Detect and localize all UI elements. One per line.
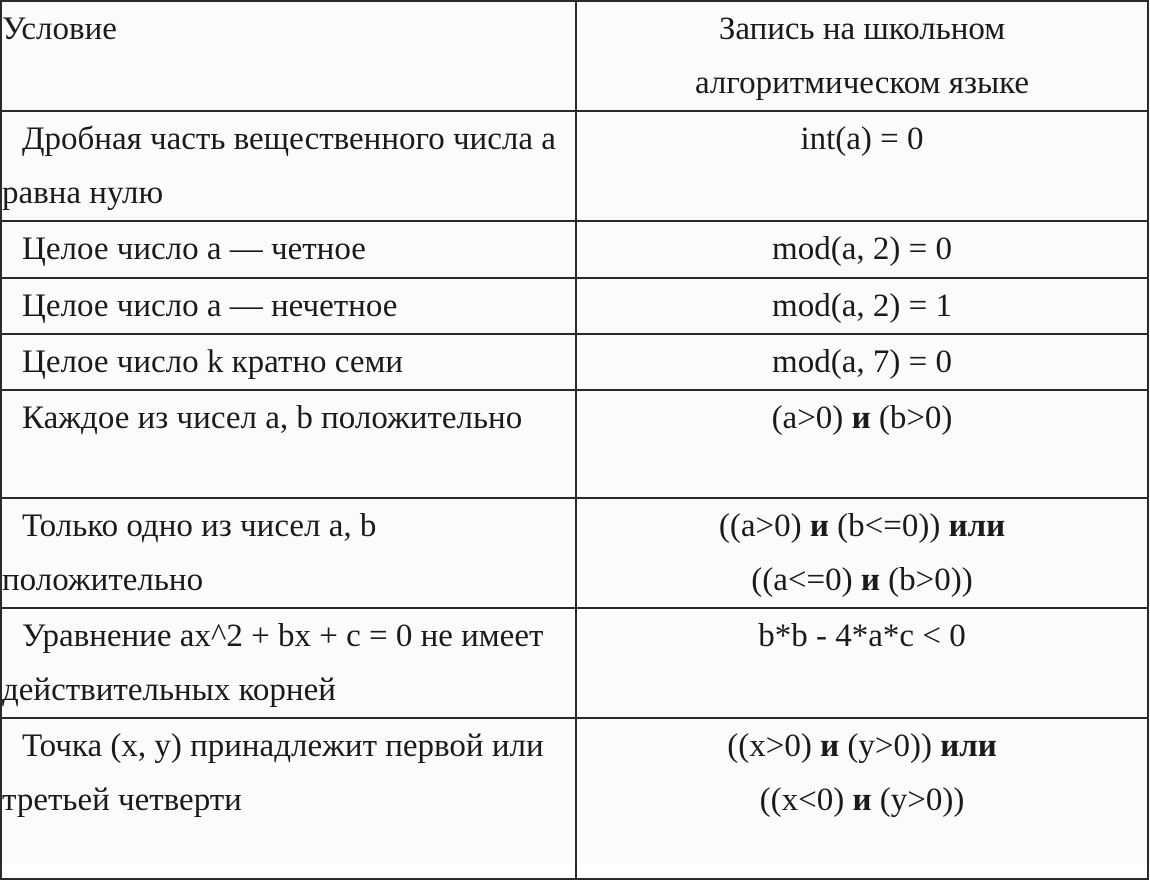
table-row — [1, 390, 1148, 498]
expression-text: ((a<=0) — [751, 562, 861, 598]
operator-keyword: или — [940, 728, 997, 764]
notation-cell — [576, 221, 1148, 278]
condition-cell: Только одно из чисел a, b положительно — [1, 498, 576, 608]
expression-text: (b>0)) — [879, 562, 973, 598]
header-notation-line1: Запись на школьном — [718, 11, 1006, 47]
notation-line — [577, 279, 1147, 333]
operator-keyword: или — [948, 508, 1006, 544]
expression-text: b*b - 4*a*c < 0 — [758, 618, 966, 654]
expression-text: (a>0) — [771, 400, 852, 436]
expression-text: (y>0)) — [871, 782, 965, 818]
expression-text: ((a>0) — [718, 508, 810, 544]
notation-line — [577, 773, 1147, 827]
table-row — [1, 111, 1148, 221]
notation-line — [577, 553, 1147, 607]
expression-text: (b>0) — [870, 400, 953, 436]
expression-text: ((x<0) — [759, 782, 853, 818]
expression-text: (y>0)) — [839, 728, 941, 764]
condition-cell: Целое число k кратно семи — [1, 334, 576, 390]
notation-line — [577, 609, 1147, 663]
notation-line — [577, 335, 1147, 389]
notation-cell — [576, 334, 1148, 390]
condition-cell: Дробная часть вещественного числа a равна нулю — [1, 111, 576, 221]
operator-keyword: и — [820, 728, 840, 764]
table-header-row — [1, 1, 1148, 111]
condition-cell: Уравнение ax^2 + bx + c = 0 не имеет действительных корней — [1, 608, 576, 718]
operator-keyword: и — [809, 508, 829, 544]
table-row — [1, 718, 1148, 879]
expression-text: mod(a, 7) = 0 — [772, 344, 952, 380]
expression-text: int(a) = 0 — [800, 121, 924, 157]
condition-cell: Целое число a — нечетное — [1, 278, 576, 334]
table-row — [1, 498, 1148, 608]
expression-text: mod(a, 2) = 1 — [772, 288, 952, 324]
header-notation — [576, 1, 1148, 111]
expression-text: (b<=0)) — [828, 508, 949, 544]
notation-line — [577, 719, 1147, 773]
condition-cell: Целое число a — четное — [1, 221, 576, 278]
expression-text: ((x>0) — [727, 728, 821, 764]
notation-cell — [576, 718, 1148, 879]
notation-cell — [576, 390, 1148, 498]
notation-line — [577, 112, 1147, 166]
table-row — [1, 278, 1148, 334]
notation-line — [577, 391, 1147, 445]
notation-cell — [576, 278, 1148, 334]
condition-cell: Точка (x, y) принадлежит первой или третьей четверти — [1, 718, 576, 879]
notation-cell — [576, 498, 1148, 608]
header-condition: Условие — [1, 1, 576, 111]
header-notation-line2: алгоритмическом языке — [694, 65, 1030, 101]
operator-keyword: и — [851, 400, 871, 436]
expression-text: mod(a, 2) = 0 — [772, 231, 952, 267]
table-row — [1, 334, 1148, 390]
notation-line — [577, 222, 1147, 276]
operator-keyword: и — [852, 782, 872, 818]
notation-cell — [576, 111, 1148, 221]
table-row — [1, 221, 1148, 278]
notation-cell — [576, 608, 1148, 718]
condition-cell: Каждое из чисел a, b положительно — [1, 390, 576, 498]
notation-line — [577, 499, 1147, 553]
operator-keyword: и — [860, 562, 880, 598]
table-row — [1, 608, 1148, 718]
